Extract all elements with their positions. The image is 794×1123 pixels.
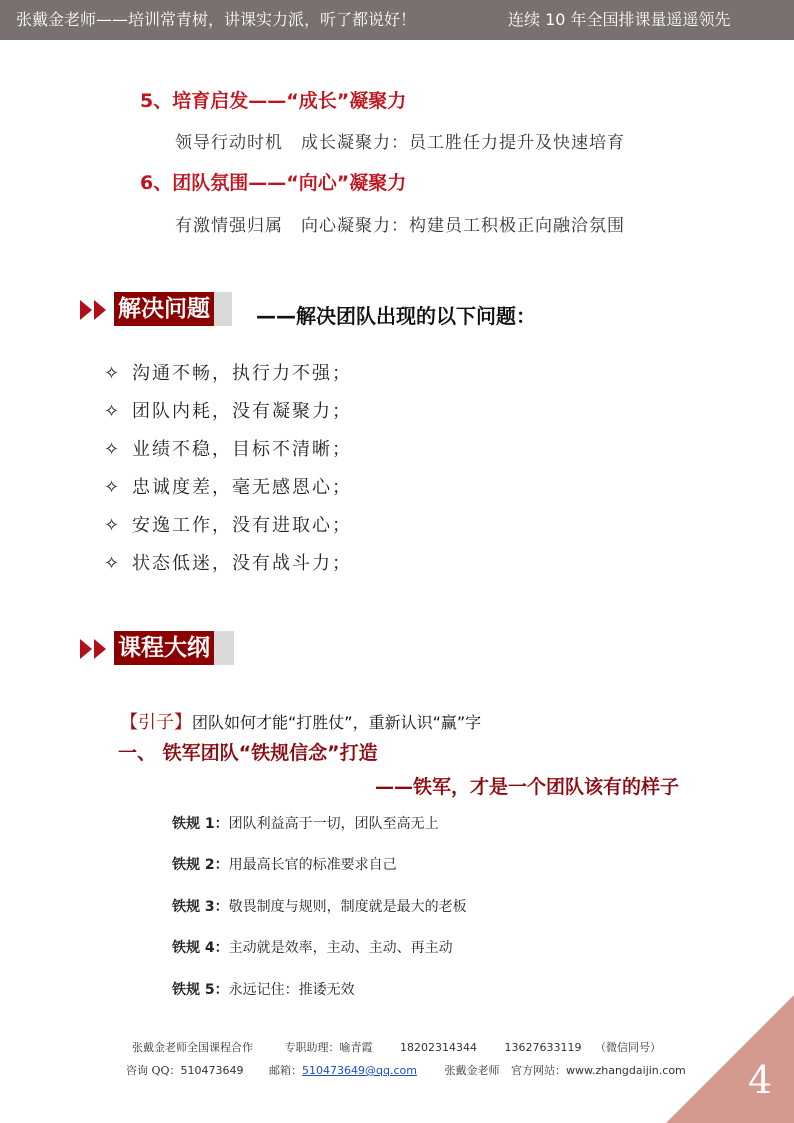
- chapter-1-title: 一、 铁军团队“铁规信念”打造: [118, 742, 378, 764]
- four-point-star-outline-icon: ✧: [104, 401, 122, 422]
- footer-cooperation: 张戴金老师全国课程合作: [132, 1041, 253, 1054]
- rule-item: 铁规 4：主动就是效率，主动、主动、再主动: [172, 940, 453, 956]
- footer-qq: 510473649: [180, 1064, 244, 1077]
- footer-site-owner: 张戴金老师: [444, 1064, 500, 1077]
- chapter-1-subtitle: ——铁军，才是一个团队该有的样子: [375, 776, 680, 798]
- footer-assistant: 专职助理：喻青霞: [284, 1041, 373, 1054]
- problems-section-label: 解决问题: [114, 292, 214, 326]
- four-point-star-outline-icon: ✧: [104, 439, 122, 460]
- problems-section-header: [80, 292, 240, 326]
- rule-item: 铁规 2：用最高长官的标准要求自己: [172, 857, 397, 873]
- four-point-star-outline-icon: ✧: [104, 553, 122, 574]
- email-link[interactable]: 510473649@qq.com: [302, 1064, 417, 1077]
- footer-phone-2: 13627633119: [504, 1041, 582, 1054]
- outline-section-header: [80, 631, 240, 665]
- intro-text: 团队如何才能“打胜仗”，重新认识“赢”字: [192, 713, 482, 732]
- double-arrow-icon: [80, 639, 110, 659]
- list-item: ✧ 忠诚度差，毫无感恩心；: [104, 477, 352, 498]
- header-ranking: 连续 10 年全国排课量遥遥领先: [508, 10, 731, 29]
- footer-qq-label: 咨询 QQ：: [126, 1064, 181, 1077]
- page-header-banner: [0, 0, 794, 40]
- cohesion-item-5-description: 领导行动时机 成长凝聚力：员工胜任力提升及快速培育: [175, 133, 625, 153]
- header-slogan: 张戴金老师——培训常青树，讲课实力派，听了都说好！: [16, 10, 417, 29]
- footer-line-2: [126, 1062, 686, 1078]
- outline-section-label: 课程大纲: [114, 631, 214, 665]
- footer-site-label: 官方网站：: [511, 1064, 566, 1077]
- footer-line-1: [132, 1039, 661, 1055]
- intro-tag: 【引子】: [120, 712, 192, 733]
- rule-item: 铁规 5：永远记住：推诿无效: [172, 982, 355, 998]
- footer-website: www.zhangdaijin.com: [566, 1064, 686, 1077]
- cohesion-item-6-description: 有激情强归属 向心凝聚力：构建员工积极正向融洽氛围: [175, 216, 625, 236]
- four-point-star-outline-icon: ✧: [104, 515, 122, 536]
- footer-phone-1: 18202314344: [400, 1041, 477, 1054]
- list-item: ✧ 状态低迷，没有战斗力；: [104, 553, 352, 574]
- list-item: ✧ 团队内耗，没有凝聚力；: [104, 401, 352, 422]
- rule-item: 铁规 1：团队利益高于一切，团队至高无上: [172, 816, 439, 832]
- page-corner-triangle: [666, 995, 794, 1123]
- page-number: 4: [748, 1058, 773, 1102]
- footer-email-label: 邮箱：: [269, 1064, 303, 1077]
- footer-wechat-note: （微信同号）: [594, 1041, 661, 1054]
- problems-section-subtitle: ——解决团队出现的以下问题：: [256, 304, 536, 328]
- list-item: ✧ 沟通不畅，执行力不强；: [104, 363, 352, 384]
- four-point-star-outline-icon: ✧: [104, 477, 122, 498]
- cohesion-item-6-title: 6、团队氛围——“向心”凝聚力: [140, 172, 407, 194]
- cohesion-item-5-title: 5、培育启发——“成长”凝聚力: [140, 90, 407, 112]
- list-item: ✧ 安逸工作，没有进取心；: [104, 515, 352, 536]
- outline-intro: [120, 708, 481, 734]
- rule-item: 铁规 3：敬畏制度与规则，制度就是最大的老板: [172, 899, 467, 915]
- double-arrow-icon: [80, 300, 110, 320]
- four-point-star-outline-icon: ✧: [104, 363, 122, 384]
- list-item: ✧ 业绩不稳，目标不清晰；: [104, 439, 352, 460]
